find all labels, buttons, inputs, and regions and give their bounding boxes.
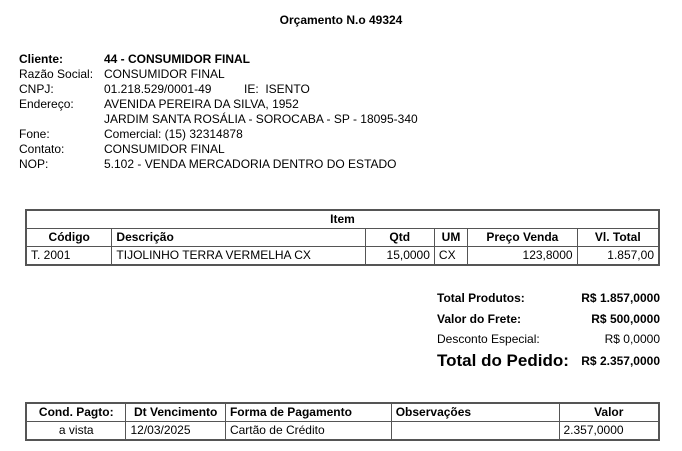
fone-label: Fone: [19, 127, 50, 141]
razao-label: Razão Social: [19, 67, 94, 81]
pay-vencimento: 12/03/2025 [126, 422, 225, 441]
desconto-label: Desconto Especial: [437, 332, 540, 346]
col-descricao: Descrição [112, 229, 365, 247]
total-produtos-label: Total Produtos: [437, 291, 525, 305]
item-qtd: 15,0000 [365, 247, 434, 266]
item-codigo: T. 2001 [26, 247, 112, 266]
ie-value: IE: ISENTO [244, 82, 310, 96]
col-valor: Valor [559, 403, 659, 422]
frete-label: Valor do Frete: [437, 312, 522, 326]
pay-valor: 2.357,0000 [559, 422, 659, 441]
fone-value: Comercial: (15) 32314878 [104, 127, 243, 141]
col-qtd: Qtd [365, 229, 434, 247]
items-table [25, 209, 660, 266]
frete-value: R$ 500,0000 [591, 312, 660, 326]
endereco-line1: AVENIDA PEREIRA DA SILVA, 1952 [104, 97, 299, 111]
cliente-label: Cliente: [19, 52, 64, 66]
contato-value: CONSUMIDOR FINAL [104, 142, 225, 156]
cliente-value: 44 - CONSUMIDOR FINAL [104, 52, 251, 66]
col-forma-pagamento: Forma de Pagamento [225, 403, 391, 422]
pay-forma: Cartão de Crédito [225, 422, 391, 441]
col-observacoes: Observações [391, 403, 559, 422]
total-pedido-label: Total do Pedido: [437, 351, 569, 370]
item-total: 1.857,00 [577, 247, 659, 266]
item-um: CX [434, 247, 467, 266]
pay-cond: a vista [26, 422, 126, 441]
total-produtos-value: R$ 1.857,0000 [581, 291, 660, 305]
endereco-label: Endereço: [19, 97, 74, 111]
table-row [26, 422, 659, 441]
total-pedido-value: R$ 2.357,0000 [581, 354, 660, 368]
desconto-value: R$ 0,0000 [604, 332, 660, 346]
endereco-line2: JARDIM SANTA ROSÁLIA - SOROCABA - SP - 18095-340 [104, 112, 418, 126]
item-preco: 123,8000 [468, 247, 578, 266]
payment-header-row [26, 403, 659, 422]
document-title: Orçamento N.o 49324 [279, 13, 403, 27]
nop-label: NOP: [19, 157, 49, 171]
razao-value: CONSUMIDOR FINAL [104, 67, 225, 81]
nop-value: 5.102 - VENDA MERCADORIA DENTRO DO ESTADO [104, 157, 397, 171]
col-cond-pagto: Cond. Pagto: [26, 403, 126, 422]
cnpj-label: CNPJ: [19, 82, 54, 96]
items-section-title: Item [26, 210, 659, 229]
col-um: UM [434, 229, 467, 247]
col-codigo: Código [26, 229, 112, 247]
pay-observacoes [391, 422, 559, 441]
payment-table [25, 402, 660, 441]
col-preco: Preço Venda [468, 229, 578, 247]
item-descricao: TIJOLINHO TERRA VERMELHA CX [112, 247, 365, 266]
cnpj-value: 01.218.529/0001-49 [104, 82, 212, 96]
table-row [26, 247, 659, 266]
contato-label: Contato: [19, 142, 65, 156]
items-header-row [26, 229, 659, 247]
col-dt-vencimento: Dt Vencimento [126, 403, 225, 422]
col-total: Vl. Total [577, 229, 659, 247]
